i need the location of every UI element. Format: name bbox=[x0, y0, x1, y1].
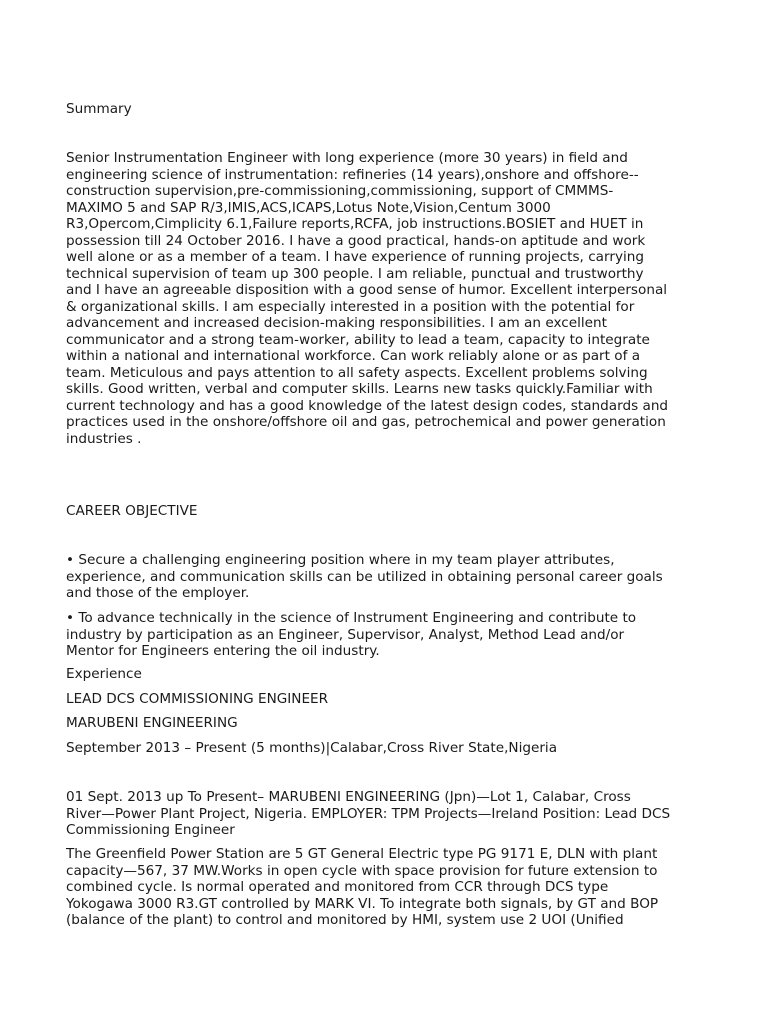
objective-line: experience, and communication skills can be utilized in obtaining personal career goals bbox=[66, 568, 663, 585]
summary-line: engineering science of instrumentation: refineries (14 years),onshore and offshore-- bbox=[66, 166, 639, 183]
job-detail-line: River—Power Plant Project, Nigeria. EMPLOYER: TPM Projects—Ireland Position: Lead DCS bbox=[66, 805, 671, 822]
company-name: MARUBENI ENGINEERING bbox=[66, 715, 238, 731]
summary-line: technical supervision of team up 300 people. I am reliable, punctual and trustworthy bbox=[66, 265, 644, 282]
summary-line: communicator and a strong team-worker, ability to lead a team, capacity to integrate bbox=[66, 331, 650, 348]
summary-line: skills. Good written, verbal and computer skills. Learns new tasks quickly.Familiar with bbox=[66, 381, 653, 397]
summary-line: industries . bbox=[66, 430, 142, 447]
job-description-line: capacity—567, 37 MW.Works in open cycle with space provision for future extension to bbox=[66, 862, 658, 879]
job-title: LEAD DCS COMMISSIONING ENGINEER bbox=[66, 691, 329, 707]
summary-line: Senior Instrumentation Engineer with long experience (more 30 years) in field and bbox=[66, 150, 628, 166]
summary-line: construction supervision,pre-commissioning,commissioning, support of CMMMS- bbox=[66, 183, 614, 199]
summary-line: team. Meticulous and pays attention to all safety aspects. Excellent problems solving bbox=[66, 364, 648, 381]
summary-line: well alone or as a member of a team. I have experience of running projects, carrying bbox=[66, 249, 645, 265]
job-date-location: September 2013 – Present (5 months)|Calabar,Cross River State,Nigeria bbox=[66, 740, 558, 756]
summary-line: and I have an agreeable disposition with a good sense of humor. Excellent interpersonal bbox=[66, 282, 668, 298]
summary-line: within a national and international workforce. Can work reliably alone or as part of a bbox=[66, 348, 641, 364]
summary-line: & organizational skills. I am especially interested in a position with the potential for bbox=[66, 298, 635, 315]
experience-heading: Experience bbox=[66, 666, 142, 682]
job-description-line: (balance of the plant) to control and monitored by HMI, system use 2 UOI (Unified bbox=[66, 912, 624, 928]
objective-line: • Secure a challenging engineering position where in my team player attributes, bbox=[66, 552, 615, 568]
job-description-line: The Greenfield Power Station are 5 GT General Electric type PG 9171 E, DLN with plant bbox=[66, 846, 658, 862]
summary-line: MAXIMO 5 and SAP R/3,IMIS,ACS,ICAPS,Lotus Note,Vision,Centum 3000 bbox=[66, 199, 551, 216]
objective-line: • To advance technically in the science of Instrument Engineering and contribute to bbox=[66, 610, 637, 626]
summary-line: current technology and has a good knowledge of the latest design codes, standards and bbox=[66, 397, 669, 414]
objective-line: industry by participation as an Engineer, Supervisor, Analyst, Method Lead and/or bbox=[66, 626, 625, 643]
objective-line: Mentor for Engineers entering the oil industry. bbox=[66, 643, 380, 659]
career-objective-heading: CAREER OBJECTIVE bbox=[66, 503, 198, 519]
summary-line: R3,Opercom,Cimplicity 6.1,Failure reports,RCFA, job instructions.BOSIET and HUET in bbox=[66, 216, 644, 232]
job-description-line: Yokogawa 3000 R3.GT controlled by MARK VI. To integrate both signals, by GT and BOP bbox=[66, 895, 659, 912]
job-description-line: combined cycle. Is normal operated and monitored from CCR through DCS type bbox=[66, 879, 609, 895]
objective-line: and those of the employer. bbox=[66, 585, 250, 601]
summary-line: practices used in the onshore/offshore oil and gas, petrochemical and power generation bbox=[66, 414, 666, 430]
summary-heading: Summary bbox=[66, 101, 132, 117]
summary-line: possession till 24 October 2016. I have a good practical, hands-on aptitude and work bbox=[66, 232, 646, 249]
job-detail-line: Commissioning Engineer bbox=[66, 822, 235, 838]
summary-line: advancement and increased decision-making responsibilities. I am an excellent bbox=[66, 315, 607, 331]
job-detail-line: 01 Sept. 2013 up To Present– MARUBENI ENGINEERING (Jpn)—Lot 1, Calabar, Cross bbox=[66, 789, 631, 805]
